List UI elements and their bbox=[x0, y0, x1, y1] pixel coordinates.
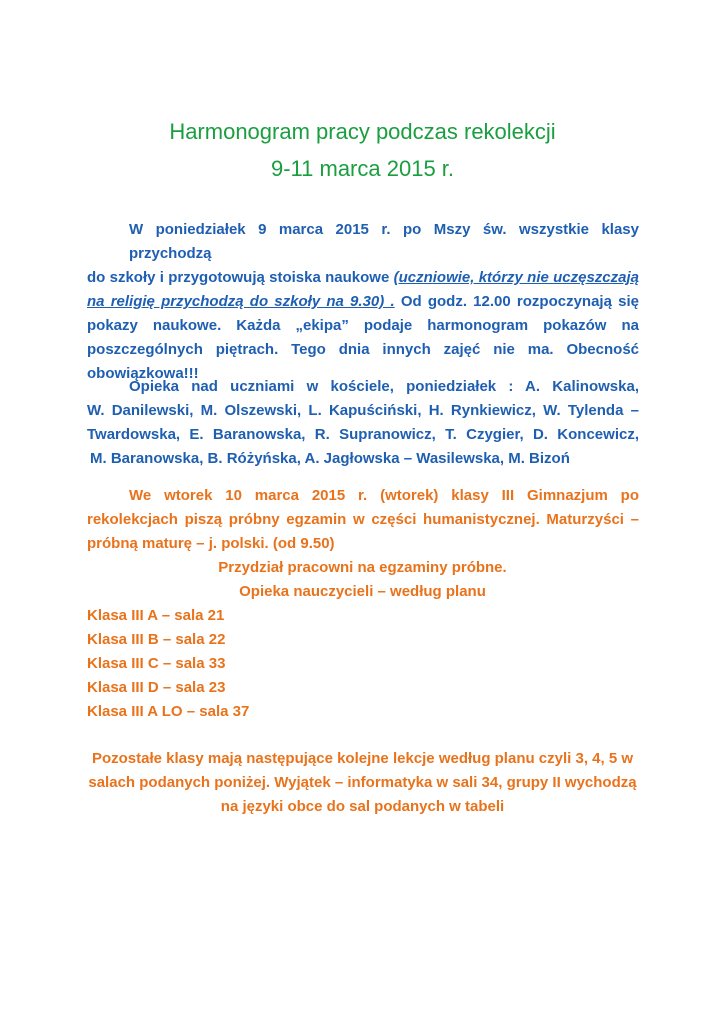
monday-line-4: pokazy naukowe. Każda „ekipa” podaje harmonogram pokazów na bbox=[87, 317, 639, 334]
room-item-5: Klasa III A LO – sala 37 bbox=[87, 703, 250, 720]
others-line-1: Pozostałe klasy mają następujące kolejne lekcje według planu czyli 3, 4, 5 w bbox=[91, 750, 634, 767]
room-item-4: Klasa III D – sala 23 bbox=[87, 679, 226, 696]
others-line-3: na języki obce do sal podanych w tabeli bbox=[220, 798, 505, 815]
room-item-3: Klasa III C – sala 33 bbox=[87, 655, 226, 672]
document-title: Harmonogram pracy podczas rekolekcji bbox=[169, 119, 556, 144]
teacher-supervision-note: Opieka nauczycieli – według planu bbox=[239, 583, 486, 600]
tuesday-paragraph bbox=[87, 484, 639, 556]
monday-line-1: W poniedziałek 9 marca 2015 r. po Mszy św. wszystkie klasy przychodzą bbox=[129, 221, 639, 262]
monday-note-part-2: na religię przychodzą do szkoły na 9.30) . bbox=[87, 293, 395, 310]
tuesday-line-1: We wtorek 10 marca 2015 r. (wtorek) klasy III Gimnazjum po bbox=[129, 487, 639, 504]
monday-paragraph bbox=[87, 218, 639, 386]
care-paragraph bbox=[87, 375, 639, 471]
room-assignment-heading: Przydział pracowni na egzaminy próbne. bbox=[218, 559, 507, 576]
care-line-4: M. Baranowska, B. Różyńska, A. Jagłowska – Wasilewska, M. Bizoń bbox=[90, 450, 570, 467]
document-subtitle-dates: 9-11 marca 2015 r. bbox=[270, 156, 455, 181]
others-line-2: salach podanych poniżej. Wyjątek – informatyka w sali 34, grupy II wychodzą bbox=[88, 774, 637, 791]
monday-line-5: poszczególnych piętrach. Tego dnia innych zajęć nie ma. Obecność bbox=[87, 341, 639, 358]
monday-line-3: na religię przychodzą do szkoły na 9.30) . Od godz. 12.00 rozpoczynają się bbox=[87, 293, 639, 310]
care-line-3: Twardowska, E. Baranowska, R. Supranowicz, T. Czygier, D. Koncewicz, bbox=[87, 426, 639, 443]
room-item-2: Klasa III B – sala 22 bbox=[87, 631, 226, 648]
tuesday-line-2: rekolekcjach piszą próbny egzamin w części humanistycznej. Maturzyści – bbox=[87, 511, 639, 528]
room-item-1: Klasa III A – sala 21 bbox=[87, 607, 225, 624]
monday-note-part-1: (uczniowie, którzy nie uczęszczają bbox=[393, 269, 639, 286]
monday-line-6: obowiązkowa!!! bbox=[87, 365, 199, 382]
care-line-2: W. Danilewski, M. Olszewski, L. Kapuściński, H. Rynkiewicz, W. Tylenda – bbox=[87, 402, 639, 419]
care-line-1: Opieka nad uczniami w kościele, poniedziałek : A. Kalinowska, bbox=[129, 378, 639, 395]
monday-line-2: do szkoły i przygotowują stoiska naukowe (uczniowie, którzy nie uczęszczają bbox=[87, 269, 639, 286]
tuesday-line-3: próbną maturę – j. polski. (od 9.50) bbox=[87, 535, 335, 552]
